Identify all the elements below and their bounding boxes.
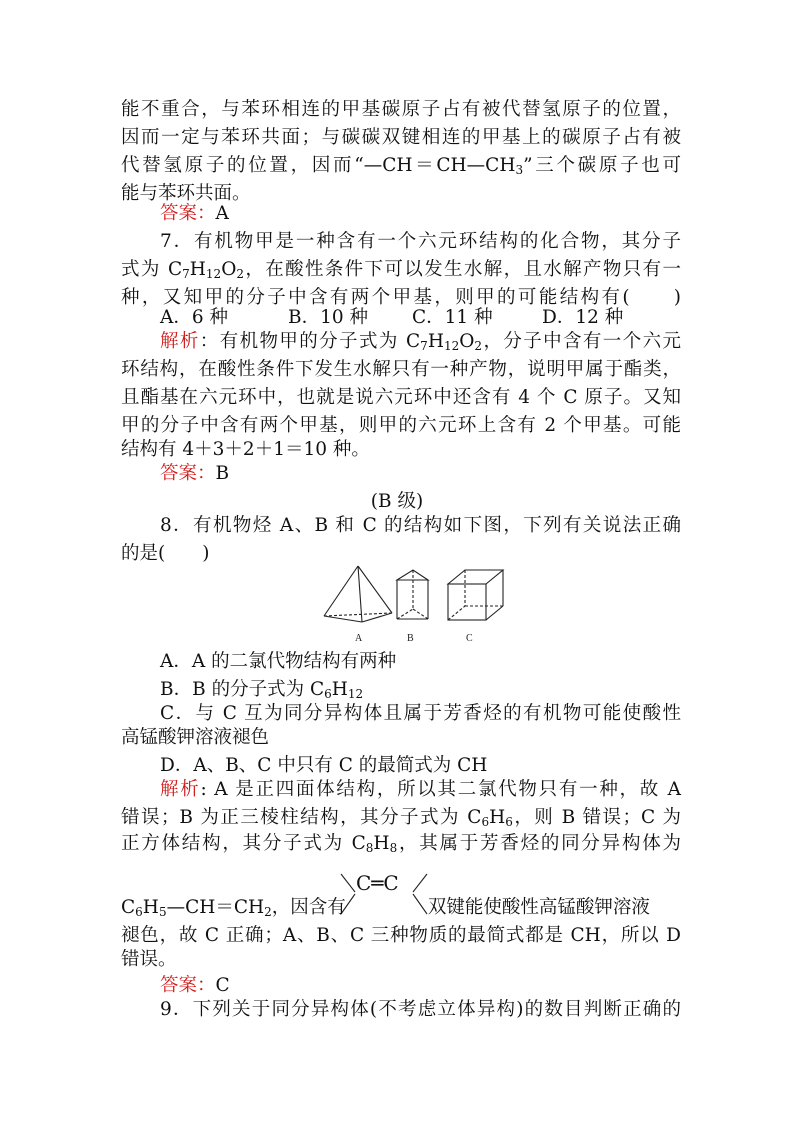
answer-label: 答案： — [160, 975, 216, 996]
analysis-7-line: 解析：有机物甲的分子式为 $C_7H_{12}O_2$，分子中含有一个六元 — [160, 331, 681, 353]
option-d: D．12 种 — [542, 307, 624, 328]
level-heading: (B 级) — [370, 491, 424, 512]
answer-q8: 答案：C — [160, 975, 230, 996]
analysis-8-line: 解析: A 是正四面体结构，所以其二氯代物只有一种，故 A — [160, 779, 681, 800]
question-9-line: 9．下列关于同分异构体(不考虑立体异构)的数目判断正确的 — [160, 999, 681, 1020]
option-c: C．11 种 — [412, 307, 493, 328]
analysis-8-line: $C_6H_5—CH=CH_2$，因含有 双键能使酸性高锰酸钾溶液 — [121, 897, 650, 919]
analysis-8-line: 褪色，故 C 正确；A、B、C 三种物质的最简式都是 CH，所以 D — [121, 925, 681, 946]
question-7-line: 式为 $C_7H_{12}O_2$，在酸性条件下可以发生水解，且水解产物只有一 — [121, 259, 681, 281]
option-8c: 高锰酸钾溶液褪色 — [121, 727, 270, 748]
option-8b: B．B 的分子式为 $C_6H_{12}$ — [160, 679, 364, 701]
analysis-7-line: 环结构，在酸性条件下发生水解只有一种产物，说明甲属于酯类， — [121, 359, 681, 380]
analysis-7-line: 结构有 4＋3＋2＋1＝10 种。 — [121, 439, 370, 460]
figure-label-a: A — [355, 633, 363, 644]
analysis-label: 解析 — [160, 779, 201, 800]
analysis-8-line: 错误；B 为正三棱柱结构，其分子式为 $C_6H_6$，则 B 错误；C 为 — [121, 807, 681, 829]
analysis-7-line: 甲的分子中含有两个甲基，则甲的六元环上含有 2 个甲基。可能 — [121, 415, 681, 436]
question-7-line: 种，又知甲的分子中含有两个甲基，则甲的可能结构有( ) — [121, 287, 681, 308]
analysis-label: 解析 — [160, 331, 200, 352]
figure-label-b: B — [407, 633, 414, 644]
text-line: 能不重合，与苯环相连的甲基碳原子占有被代替氢原子的位置， — [121, 99, 681, 120]
figure-label-c: C — [466, 633, 473, 644]
option-b: B．10 种 — [288, 307, 369, 328]
text-line: 能与苯环共面。 — [121, 183, 251, 204]
answer-label: 答案： — [160, 203, 216, 224]
cube-c — [448, 570, 503, 620]
analysis-8-line: 正方体结构，其分子式为 $C_8H_8$，其属于芳香烃的同分异构体为 — [121, 833, 681, 855]
structure-figure — [320, 564, 520, 646]
analysis-7-line: 且酯基在六元环中，也就是说六元环中还含有 4 个 C 原子。又知 — [121, 387, 681, 408]
question-7-line: 7．有机物甲是一种含有一个六元环结构的化合物，其分子 — [160, 231, 681, 252]
text-line: 代替氢原子的位置，因而“$—CH=CH—CH_3$”三个碳原子也可 — [121, 155, 681, 177]
answer-q7: 答案：B — [160, 463, 230, 484]
option-8a: A．A 的二氯代物结构有两种 — [160, 651, 397, 672]
tetrahedron-a — [324, 566, 392, 622]
question-8-line: 8．有机物烃 A、B 和 C 的结构如下图，下列有关说法正确 — [160, 515, 681, 536]
double-bond-label: C═C — [356, 871, 399, 895]
option-8d: D．A、B、C 中只有 C 的最简式为 CH — [160, 755, 488, 776]
prism-b — [397, 570, 428, 619]
question-8-line: 的是( ) — [121, 543, 210, 564]
answer-q6: 答案：A — [160, 203, 229, 224]
analysis-8-line: 错误。 — [121, 949, 177, 970]
option-a: A．6 种 — [160, 307, 229, 328]
answer-label: 答案： — [160, 463, 216, 484]
option-8c: C．与 C 互为同分异构体且属于芳香烃的有机物可能使酸性 — [160, 703, 681, 724]
text-line: 因而一定与苯环共面；与碳碳双键相连的甲基上的碳原子占有被 — [121, 127, 681, 148]
